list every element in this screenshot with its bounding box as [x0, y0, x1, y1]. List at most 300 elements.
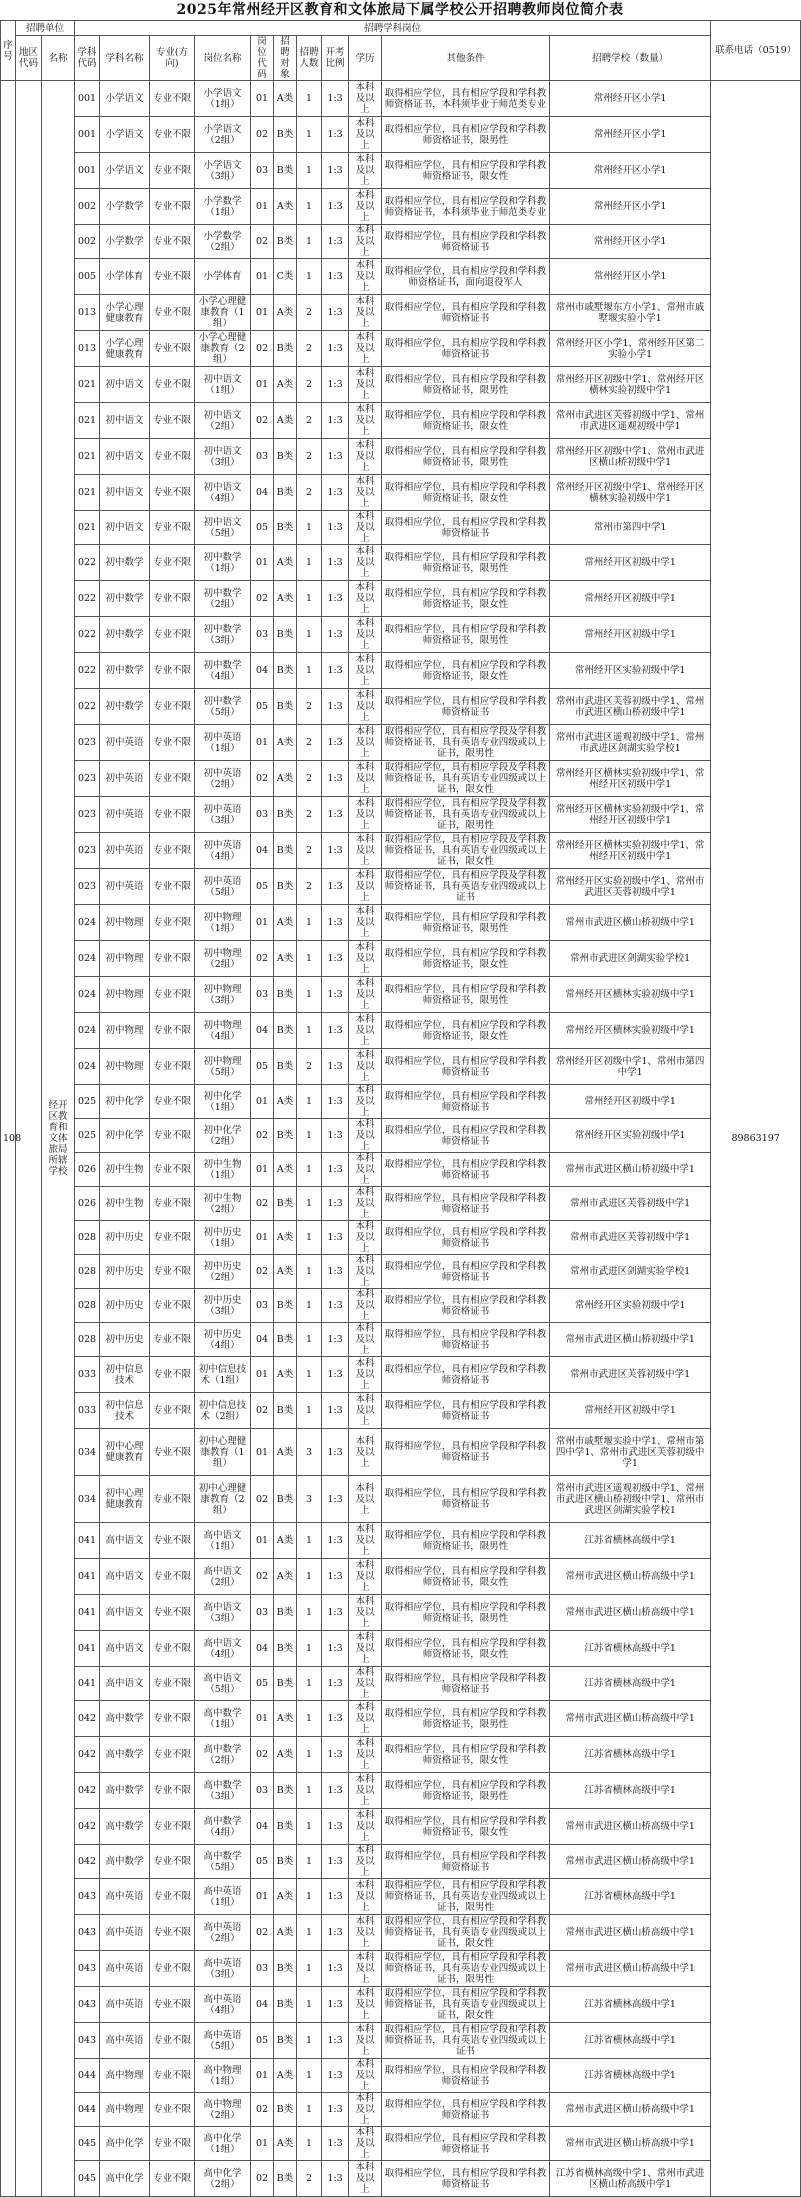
ratio-cell: 1:3	[322, 1809, 349, 1845]
schools-cell: 常州经开区实验初级中学1	[550, 1289, 711, 1323]
conditions-cell: 取得相应学位，具有相应学段和学科教师资格证书，具有英语专业四级或以上证书	[382, 2023, 550, 2059]
count-cell: 1	[297, 1631, 322, 1667]
post-name-cell: 高中化学（1组）	[195, 2127, 251, 2161]
post-code-cell: 04	[251, 653, 274, 689]
subject-name-cell: 小学语文	[100, 81, 150, 117]
schools-cell: 江苏省横林高级中学1	[550, 2059, 711, 2093]
post-code-cell: 01	[251, 1221, 274, 1255]
table-row	[1, 153, 801, 189]
subject-code-cell: 041	[75, 1559, 100, 1595]
post-code-cell: 01	[251, 367, 274, 403]
conditions-cell: 取得相应学位，具有相应学段和学科教师资格证书，具有英语专业四级或以上证书，限女性	[382, 1915, 550, 1951]
schools-cell: 常州市武进区横山桥高级中学1	[550, 1559, 711, 1595]
table-row	[1, 1845, 801, 1879]
post-code-cell: 02	[251, 2093, 274, 2127]
post-name-cell: 初中物理（2组）	[195, 941, 251, 977]
conditions-cell: 取得相应学位，具有相应学段和学科教师资格证书	[382, 1357, 550, 1393]
post-code-cell: 04	[251, 833, 274, 869]
schools-cell: 常州经开区横林实验初级中学1、常州经开区初级中学1	[550, 833, 711, 869]
schools-cell: 常州经开区小学1、常州经开区第二实验小学1	[550, 331, 711, 367]
schools-cell: 常州市武进区芙蓉初级中学1、常州市武进区遥观初级中学1	[550, 403, 711, 439]
schools-cell: 江苏省横林高级中学1	[550, 1667, 711, 1701]
post-name-cell: 高中英语（3组）	[195, 1951, 251, 1987]
table-row	[1, 1289, 801, 1323]
count-cell: 1	[297, 225, 322, 259]
post-name-cell: 高中数学（2组）	[195, 1737, 251, 1773]
major-cell: 专业不限	[150, 1153, 195, 1187]
count-cell: 2	[297, 833, 322, 869]
table-row	[1, 1737, 801, 1773]
table-row	[1, 1951, 801, 1987]
major-cell: 专业不限	[150, 725, 195, 761]
unit-contact: 89863197	[711, 81, 801, 2197]
post-name-cell: 高中物理（1组）	[195, 2059, 251, 2093]
post-name-cell: 初中英语（5组）	[195, 869, 251, 905]
major-cell: 专业不限	[150, 2161, 195, 2197]
post-name-cell: 初中心理健康教育（1组）	[195, 1429, 251, 1476]
post-code-cell: 02	[251, 1559, 274, 1595]
post-name-cell: 小学语文（3组）	[195, 153, 251, 189]
target-cell: A类	[274, 905, 297, 941]
subject-name-cell: 初中化学	[100, 1119, 150, 1153]
post-code-cell: 04	[251, 475, 274, 511]
major-cell: 专业不限	[150, 1809, 195, 1845]
post-code-cell: 05	[251, 1049, 274, 1085]
target-cell: A类	[274, 1701, 297, 1737]
post-code-cell: 02	[251, 225, 274, 259]
table-row	[1, 225, 801, 259]
conditions-cell: 取得相应学位，具有相应学段和学科教师资格证书	[382, 2059, 550, 2093]
education-cell: 本科及以上	[349, 1737, 382, 1773]
table-row	[1, 2023, 801, 2059]
schools-cell: 常州经开区小学1	[550, 189, 711, 225]
table-row	[1, 81, 801, 117]
count-cell: 1	[297, 2023, 322, 2059]
post-name-cell: 高中语文（4组）	[195, 1631, 251, 1667]
post-name-cell: 高中化学（2组）	[195, 2161, 251, 2197]
post-name-cell: 高中英语（5组）	[195, 2023, 251, 2059]
education-cell: 本科及以上	[349, 2023, 382, 2059]
target-cell: A类	[274, 761, 297, 797]
education-cell: 本科及以上	[349, 905, 382, 941]
major-cell: 专业不限	[150, 653, 195, 689]
subject-code-cell: 021	[75, 367, 100, 403]
subject-code-cell: 041	[75, 1631, 100, 1667]
schools-cell: 常州经开区小学1	[550, 81, 711, 117]
ratio-cell: 1:3	[322, 2023, 349, 2059]
education-cell: 本科及以上	[349, 153, 382, 189]
ratio-cell: 1:3	[322, 941, 349, 977]
major-cell: 专业不限	[150, 833, 195, 869]
target-cell: A类	[274, 1357, 297, 1393]
conditions-cell: 取得相应学位，具有相应学段和学科教师资格证书，限女性	[382, 1559, 550, 1595]
major-cell: 专业不限	[150, 581, 195, 617]
ratio-cell: 1:3	[322, 1049, 349, 1085]
post-code-cell: 05	[251, 1845, 274, 1879]
subject-code-cell: 043	[75, 1987, 100, 2023]
ratio-cell: 1:3	[322, 617, 349, 653]
conditions-cell: 取得相应学位，具有相应学段和学科教师资格证书，限女性	[382, 1809, 550, 1845]
ratio-cell: 1:3	[322, 797, 349, 833]
major-cell: 专业不限	[150, 1915, 195, 1951]
table-row	[1, 1915, 801, 1951]
target-cell: C类	[274, 259, 297, 295]
major-cell: 专业不限	[150, 331, 195, 367]
major-cell: 专业不限	[150, 225, 195, 259]
major-cell: 专业不限	[150, 2059, 195, 2093]
major-cell: 专业不限	[150, 1049, 195, 1085]
post-name-cell: 初中物理（3组）	[195, 977, 251, 1013]
education-cell: 本科及以上	[349, 1393, 382, 1429]
header-unit-name: 名称	[42, 36, 75, 81]
post-name-cell: 初中信息技术（1组）	[195, 1357, 251, 1393]
post-name-cell: 小学体育	[195, 259, 251, 295]
count-cell: 1	[297, 1595, 322, 1631]
ratio-cell: 1:3	[322, 1915, 349, 1951]
major-cell: 专业不限	[150, 475, 195, 511]
education-cell: 本科及以上	[349, 1119, 382, 1153]
education-cell: 本科及以上	[349, 941, 382, 977]
subject-name-cell: 初中语文	[100, 511, 150, 545]
ratio-cell: 1:3	[322, 1085, 349, 1119]
subject-name-cell: 初中数学	[100, 545, 150, 581]
post-code-cell: 01	[251, 2127, 274, 2161]
schools-cell: 江苏省横林高级中学1	[550, 1737, 711, 1773]
subject-code-cell: 002	[75, 225, 100, 259]
major-cell: 专业不限	[150, 511, 195, 545]
schools-cell: 江苏省横林高级中学1	[550, 1523, 711, 1559]
ratio-cell: 1:3	[322, 725, 349, 761]
education-cell: 本科及以上	[349, 1595, 382, 1631]
post-code-cell: 01	[251, 1085, 274, 1119]
post-code-cell: 02	[251, 403, 274, 439]
post-code-cell: 04	[251, 1013, 274, 1049]
post-name-cell: 初中历史（1组）	[195, 1221, 251, 1255]
major-cell: 专业不限	[150, 1289, 195, 1323]
education-cell: 本科及以上	[349, 545, 382, 581]
count-cell: 2	[297, 869, 322, 905]
major-cell: 专业不限	[150, 1013, 195, 1049]
conditions-cell: 取得相应学位，具有相应学段和学科教师资格证书，具有英语专业四级或以上证书，限女性	[382, 1987, 550, 2023]
subject-code-cell: 021	[75, 439, 100, 475]
education-cell: 本科及以上	[349, 1429, 382, 1476]
ratio-cell: 1:3	[322, 81, 349, 117]
target-cell: A类	[274, 2127, 297, 2161]
count-cell: 1	[297, 1013, 322, 1049]
major-cell: 专业不限	[150, 153, 195, 189]
schools-cell: 常州经开区小学1	[550, 153, 711, 189]
unit-name: 经开区教育和文体旅局所辖学校	[42, 81, 75, 2197]
ratio-cell: 1:3	[322, 1323, 349, 1357]
target-cell: B类	[274, 475, 297, 511]
count-cell: 1	[297, 1879, 322, 1915]
major-cell: 专业不限	[150, 117, 195, 153]
ratio-cell: 1:3	[322, 1476, 349, 1523]
count-cell: 1	[297, 977, 322, 1013]
subject-name-cell: 高中数学	[100, 1809, 150, 1845]
schools-cell: 常州市武进区遥观初级中学1、常州市武进区剑湖实验学校1	[550, 725, 711, 761]
table-row	[1, 1153, 801, 1187]
schools-cell: 常州市武进区横山桥高级中学1	[550, 1845, 711, 1879]
subject-code-cell: 024	[75, 941, 100, 977]
post-name-cell: 初中数学（3组）	[195, 617, 251, 653]
ratio-cell: 1:3	[322, 1773, 349, 1809]
subject-code-cell: 024	[75, 1013, 100, 1049]
major-cell: 专业不限	[150, 941, 195, 977]
ratio-cell: 1:3	[322, 833, 349, 869]
schools-cell: 常州经开区初级中学1、常州市第四中学1	[550, 1049, 711, 1085]
education-cell: 本科及以上	[349, 1187, 382, 1221]
table-row	[1, 977, 801, 1013]
ratio-cell: 1:3	[322, 1429, 349, 1476]
table-row	[1, 475, 801, 511]
target-cell: B类	[274, 511, 297, 545]
subject-name-cell: 初中语文	[100, 439, 150, 475]
subject-name-cell: 高中英语	[100, 1951, 150, 1987]
conditions-cell: 取得相应学位，具有相应学段和学科教师资格证书	[382, 1153, 550, 1187]
post-code-cell: 01	[251, 2059, 274, 2093]
subject-code-cell: 045	[75, 2161, 100, 2197]
count-cell: 1	[297, 1323, 322, 1357]
subject-name-cell: 高中数学	[100, 1773, 150, 1809]
target-cell: A类	[274, 545, 297, 581]
subject-name-cell: 小学数学	[100, 189, 150, 225]
subject-name-cell: 初中语文	[100, 367, 150, 403]
ratio-cell: 1:3	[322, 1013, 349, 1049]
post-code-cell: 01	[251, 295, 274, 331]
conditions-cell: 取得相应学位，具有相应学段和学科教师资格证书	[382, 2127, 550, 2161]
subject-code-cell: 042	[75, 1809, 100, 1845]
education-cell: 本科及以上	[349, 1951, 382, 1987]
conditions-cell: 取得相应学位，具有相应学段和学科教师资格证书，限男性	[382, 545, 550, 581]
post-code-cell: 03	[251, 797, 274, 833]
target-cell: B类	[274, 1013, 297, 1049]
subject-name-cell: 小学体育	[100, 259, 150, 295]
education-cell: 本科及以上	[349, 581, 382, 617]
conditions-cell: 取得相应学位，具有相应学段及学科教师资格证书，具有英语专业四级或以上证书，限女性	[382, 833, 550, 869]
table-row	[1, 189, 801, 225]
ratio-cell: 1:3	[322, 1393, 349, 1429]
subject-code-cell: 041	[75, 1523, 100, 1559]
schools-cell: 常州经开区初级中学1	[550, 1085, 711, 1119]
subject-name-cell: 高中语文	[100, 1667, 150, 1701]
schools-cell: 常州市第四中学1	[550, 511, 711, 545]
post-code-cell: 01	[251, 189, 274, 225]
recruitment-table	[0, 20, 801, 2197]
target-cell: B类	[274, 1631, 297, 1667]
table-row	[1, 1255, 801, 1289]
subject-name-cell: 小学语文	[100, 117, 150, 153]
count-cell: 1	[297, 1393, 322, 1429]
ratio-cell: 1:3	[322, 1701, 349, 1737]
count-cell: 2	[297, 689, 322, 725]
post-code-cell: 02	[251, 1915, 274, 1951]
education-cell: 本科及以上	[349, 761, 382, 797]
schools-cell: 常州市武进区剑湖实验学校1	[550, 941, 711, 977]
post-code-cell: 02	[251, 117, 274, 153]
education-cell: 本科及以上	[349, 2161, 382, 2197]
count-cell: 2	[297, 2161, 322, 2197]
count-cell: 1	[297, 1845, 322, 1879]
subject-name-cell: 初中英语	[100, 869, 150, 905]
subject-name-cell: 初中数学	[100, 689, 150, 725]
major-cell: 专业不限	[150, 761, 195, 797]
target-cell: B类	[274, 1049, 297, 1085]
subject-code-cell: 028	[75, 1255, 100, 1289]
schools-cell: 常州经开区横林实验初级中学1、常州经开区初级中学1	[550, 797, 711, 833]
subject-code-cell: 022	[75, 653, 100, 689]
table-row	[1, 295, 801, 331]
schools-cell: 江苏省横林高级中学1	[550, 1773, 711, 1809]
subject-code-cell: 023	[75, 833, 100, 869]
target-cell: B类	[274, 1476, 297, 1523]
table-row	[1, 117, 801, 153]
post-name-cell: 初中语文（4组）	[195, 475, 251, 511]
count-cell: 1	[297, 545, 322, 581]
post-code-cell: 01	[251, 1429, 274, 1476]
ratio-cell: 1:3	[322, 689, 349, 725]
post-name-cell: 初中物理（5组）	[195, 1049, 251, 1085]
post-name-cell: 初中英语（3组）	[195, 797, 251, 833]
major-cell: 专业不限	[150, 977, 195, 1013]
subject-code-cell: 022	[75, 581, 100, 617]
ratio-cell: 1:3	[322, 905, 349, 941]
major-cell: 专业不限	[150, 1393, 195, 1429]
post-code-cell: 03	[251, 439, 274, 475]
subject-name-cell: 初中历史	[100, 1289, 150, 1323]
target-cell: B类	[274, 1187, 297, 1221]
post-name-cell: 高中语文（2组）	[195, 1559, 251, 1595]
target-cell: B类	[274, 653, 297, 689]
subject-name-cell: 高中英语	[100, 1915, 150, 1951]
major-cell: 专业不限	[150, 1737, 195, 1773]
subject-code-cell: 026	[75, 1153, 100, 1187]
ratio-cell: 1:3	[322, 1631, 349, 1667]
target-cell: B类	[274, 1773, 297, 1809]
table-row	[1, 1187, 801, 1221]
count-cell: 2	[297, 439, 322, 475]
education-cell: 本科及以上	[349, 225, 382, 259]
conditions-cell: 取得相应学位，具有相应学段和学科教师资格证书，限男性	[382, 1701, 550, 1737]
target-cell: A类	[274, 367, 297, 403]
count-cell: 1	[297, 259, 322, 295]
target-cell: A类	[274, 941, 297, 977]
header-education: 学历	[349, 36, 382, 81]
conditions-cell: 取得相应学位，具有相应学段和学科教师资格证书，限男性	[382, 617, 550, 653]
subject-code-cell: 005	[75, 259, 100, 295]
conditions-cell: 取得相应学位，具有相应学段和学科教师资格证书	[382, 689, 550, 725]
subject-code-cell: 022	[75, 689, 100, 725]
post-name-cell: 高中语文（1组）	[195, 1523, 251, 1559]
count-cell: 1	[297, 2093, 322, 2127]
education-cell: 本科及以上	[349, 2127, 382, 2161]
target-cell: B类	[274, 833, 297, 869]
subject-name-cell: 初中语文	[100, 475, 150, 511]
post-name-cell: 高中数学（5组）	[195, 1845, 251, 1879]
major-cell: 专业不限	[150, 1987, 195, 2023]
education-cell: 本科及以上	[349, 1915, 382, 1951]
post-name-cell: 高中英语（2组）	[195, 1915, 251, 1951]
schools-cell: 江苏省横林高级中学1	[550, 1987, 711, 2023]
post-name-cell: 初中历史（4组）	[195, 1323, 251, 1357]
conditions-cell: 取得相应学位，具有相应学段和学科教师资格证书，限男性	[382, 117, 550, 153]
post-code-cell: 02	[251, 1393, 274, 1429]
conditions-cell: 取得相应学位，具有相应学段和学科教师资格证书，本科须毕业于师范类专业	[382, 189, 550, 225]
table-row	[1, 761, 801, 797]
schools-cell: 常州市武进区横山桥高级中学1	[550, 2093, 711, 2127]
conditions-cell: 取得相应学位，具有相应学段和学科教师资格证书	[382, 1289, 550, 1323]
ratio-cell: 1:3	[322, 545, 349, 581]
post-code-cell: 01	[251, 545, 274, 581]
education-cell: 本科及以上	[349, 81, 382, 117]
ratio-cell: 1:3	[322, 475, 349, 511]
ratio-cell: 1:3	[322, 1667, 349, 1701]
major-cell: 专业不限	[150, 1221, 195, 1255]
education-cell: 本科及以上	[349, 331, 382, 367]
post-code-cell: 03	[251, 977, 274, 1013]
count-cell: 1	[297, 1085, 322, 1119]
count-cell: 1	[297, 1559, 322, 1595]
ratio-cell: 1:3	[322, 1221, 349, 1255]
target-cell: A类	[274, 2059, 297, 2093]
target-cell: A类	[274, 1559, 297, 1595]
major-cell: 专业不限	[150, 1595, 195, 1631]
schools-cell: 常州市武进区横山桥高级中学1	[550, 1595, 711, 1631]
education-cell: 本科及以上	[349, 189, 382, 225]
post-code-cell: 04	[251, 1631, 274, 1667]
target-cell: A类	[274, 581, 297, 617]
conditions-cell: 取得相应学位，具有相应学段和学科教师资格证书，限女性	[382, 581, 550, 617]
conditions-cell: 取得相应学位，具有相应学段和学科教师资格证书，面向退役军人	[382, 259, 550, 295]
post-name-cell: 初中化学（2组）	[195, 1119, 251, 1153]
post-name-cell: 小学数学（1组）	[195, 189, 251, 225]
header-post-code: 岗位代码	[251, 36, 274, 81]
count-cell: 1	[297, 81, 322, 117]
schools-cell: 常州市武进区剑湖实验学校1	[550, 1255, 711, 1289]
post-name-cell: 高中数学（1组）	[195, 1701, 251, 1737]
post-code-cell: 03	[251, 1595, 274, 1631]
major-cell: 专业不限	[150, 689, 195, 725]
subject-name-cell: 高中物理	[100, 2059, 150, 2093]
count-cell: 2	[297, 403, 322, 439]
subject-code-cell: 034	[75, 1429, 100, 1476]
education-cell: 本科及以上	[349, 1289, 382, 1323]
count-cell: 1	[297, 617, 322, 653]
subject-name-cell: 初中语文	[100, 403, 150, 439]
conditions-cell: 取得相应学位，具有相应学段和学科教师资格证书，限男性	[382, 1523, 550, 1559]
major-cell: 专业不限	[150, 1631, 195, 1667]
ratio-cell: 1:3	[322, 977, 349, 1013]
target-cell: B类	[274, 1289, 297, 1323]
major-cell: 专业不限	[150, 1845, 195, 1879]
document-title: 2025年常州经开区教育和文体旅局下属学校公开招聘教师岗位简介表	[176, 2, 624, 18]
ratio-cell: 1:3	[322, 1357, 349, 1393]
major-cell: 专业不限	[150, 1559, 195, 1595]
major-cell: 专业不限	[150, 1476, 195, 1523]
subject-name-cell: 初中数学	[100, 617, 150, 653]
table-row	[1, 1595, 801, 1631]
post-code-cell: 03	[251, 1289, 274, 1323]
schools-cell: 常州经开区初级中学1、常州市武进区横山桥初级中学1	[550, 439, 711, 475]
education-cell: 本科及以上	[349, 259, 382, 295]
subject-name-cell: 初中信息技术	[100, 1393, 150, 1429]
subject-name-cell: 初中物理	[100, 977, 150, 1013]
target-cell: B类	[274, 1845, 297, 1879]
ratio-cell: 1:3	[322, 225, 349, 259]
major-cell: 专业不限	[150, 1357, 195, 1393]
post-name-cell: 初中数学（2组）	[195, 581, 251, 617]
subject-name-cell: 初中物理	[100, 1013, 150, 1049]
